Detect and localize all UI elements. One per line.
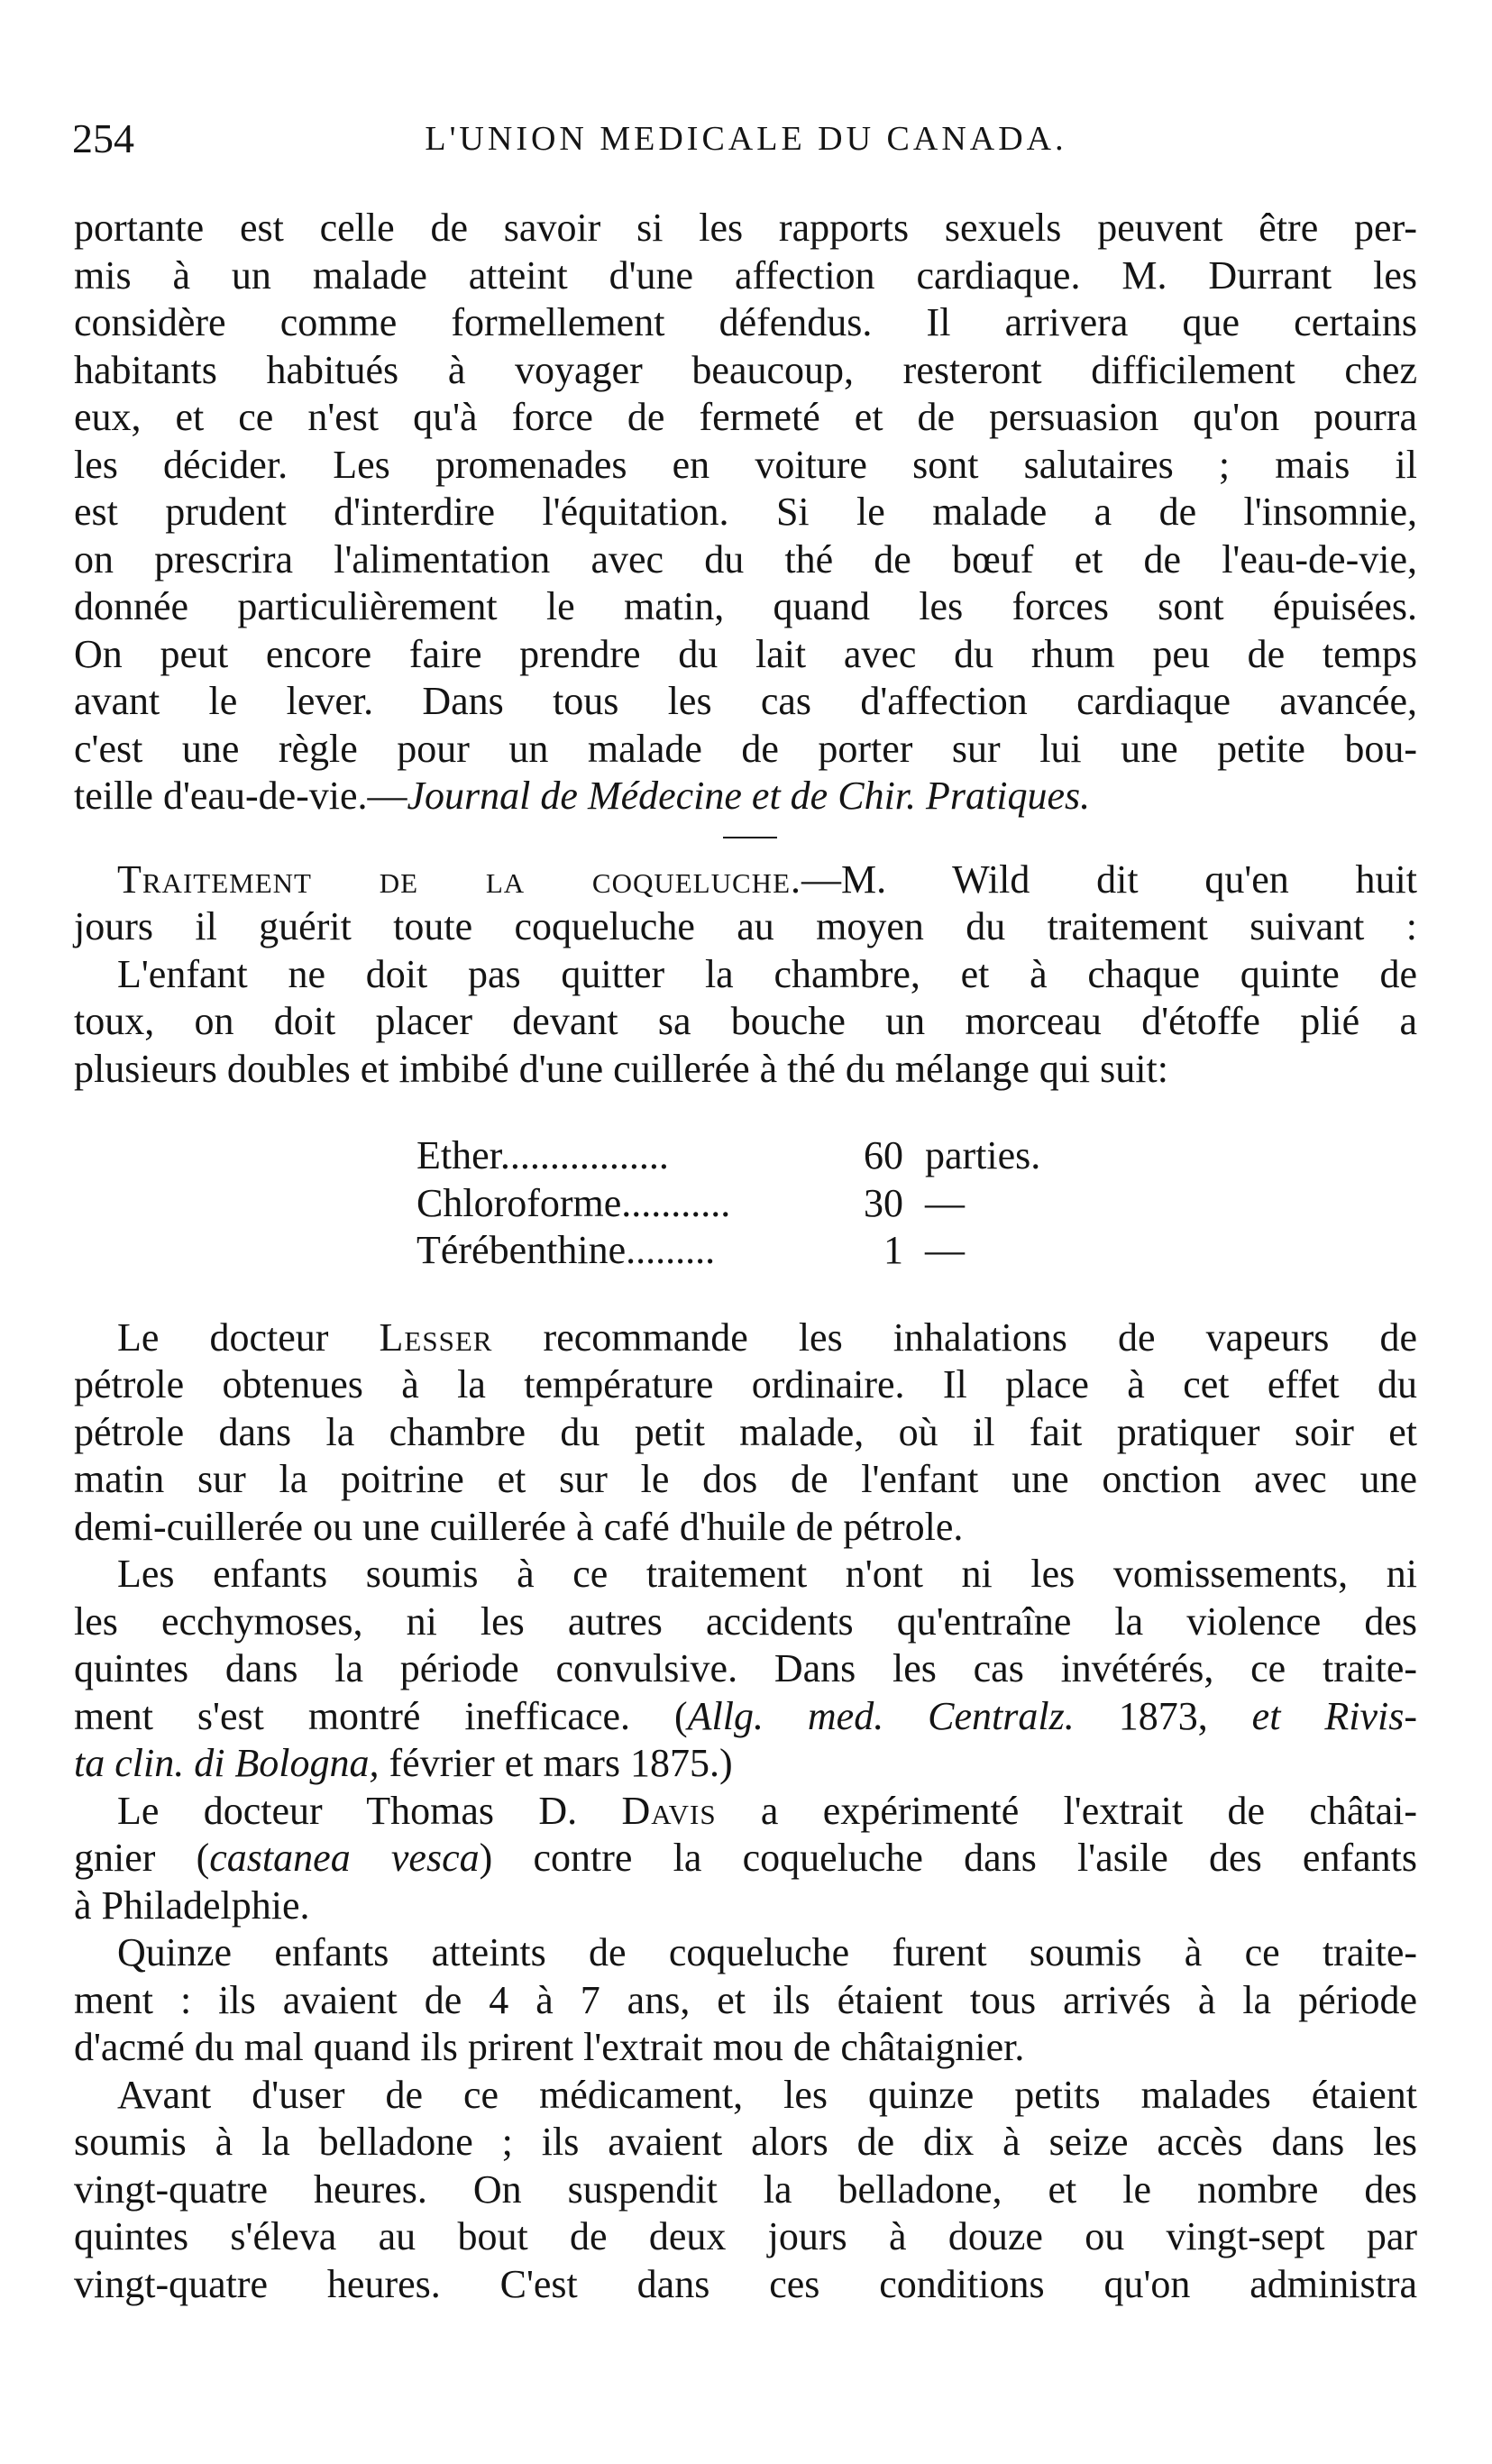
text-line: matin sur la poitrine et sur le dos de l'enfant une onction avec une bbox=[74, 1457, 1417, 1501]
text-line: Avant d'user de ce médicament, les quinze petits malades étaient bbox=[117, 2072, 1417, 2117]
section-divider bbox=[74, 820, 1417, 856]
text-line bbox=[74, 773, 1417, 820]
page-number: 254 bbox=[72, 115, 134, 161]
text-line: ment : ils avaient de 4 à 7 ans, et ils étaient tous arrivés à la période bbox=[74, 1977, 1417, 2022]
text-line bbox=[74, 1314, 1417, 1362]
text-line: jours il guérit toute coqueluche au moyen du traitement suivant : bbox=[74, 904, 1417, 948]
paragraph-belladonna bbox=[74, 2072, 1417, 2309]
paragraph-cardiac bbox=[74, 205, 1417, 820]
text-line bbox=[74, 1740, 1417, 1788]
text-line: les décider. Les promenades en voiture sont salutaires ; mais il bbox=[74, 442, 1417, 487]
text-fragment: Le docteur Thomas D. bbox=[117, 1788, 578, 1833]
ingredient-unit: parties. bbox=[925, 1133, 1041, 1177]
text-line: soumis à la belladone ; ils avaient alors de dix à seize accès dans les bbox=[74, 2120, 1417, 2164]
text-line: d'acmé du mal quand ils prirent l'extrait mou de châtaignier. bbox=[74, 2025, 1025, 2069]
text-line: à Philadelphie. bbox=[74, 1882, 310, 1928]
text-line: Les enfants soumis à ce traitement n'ont ni les vomissements, ni bbox=[117, 1552, 1417, 1596]
text-fragment: ) contre la coqueluche dans l'asile des enfants bbox=[479, 1836, 1417, 1880]
text-line: c'est une règle pour un malade de porter sur lui une petite bou- bbox=[74, 726, 1417, 771]
source-citation: et Rivis- bbox=[1251, 1693, 1418, 1738]
recipe-row bbox=[416, 1227, 1120, 1275]
text-line: avant le lever. Dans tous les cas d'affection cardiaque avancée, bbox=[74, 679, 1417, 723]
text-line: est prudent d'interdire l'équitation. Si le malade a de l'insomnie, bbox=[74, 490, 1417, 534]
text-fragment: gnier ( bbox=[74, 1836, 210, 1880]
ingredient-quantity: 60 bbox=[864, 1133, 903, 1177]
text-line: L'enfant ne doit pas quitter la chambre, et à chaque quinte de bbox=[117, 951, 1417, 996]
text-line: vingt-quatre heures. C'est dans ces conditions qu'on administra bbox=[74, 2261, 1417, 2306]
text-line: pétrole obtenues à la température ordinaire. Il place à cet effet du bbox=[74, 1362, 1417, 1406]
text-line: demi-cuillerée ou une cuillerée à café d'huile de pétrole. bbox=[74, 1504, 964, 1549]
section-title: Traitement de la coqueluche. bbox=[117, 856, 802, 902]
ingredient-name: Ether................. bbox=[416, 1133, 669, 1177]
author-name: Lesser bbox=[379, 1314, 493, 1360]
divider-rule bbox=[723, 837, 777, 838]
text-line: quintes dans la période convulsive. Dans les cas invétérés, ce traite- bbox=[74, 1646, 1417, 1690]
text-fragment: Le docteur bbox=[117, 1314, 329, 1360]
paragraph-lesser bbox=[74, 1314, 1417, 1552]
text-line: habitants habitués à voyager beaucoup, resteront difficilement chez bbox=[74, 347, 1417, 392]
text-line: eux, et ce n'est qu'à force de fermeté et de persuasion qu'on pourra bbox=[74, 395, 1417, 439]
text-line: pétrole dans la chambre du petit malade, où il fait pratiquer soir et bbox=[74, 1409, 1417, 1454]
ingredient-name: Térébenthine......... bbox=[416, 1228, 716, 1272]
text-fragment: teille d'eau-de-vie.— bbox=[74, 774, 407, 818]
recipe-row bbox=[416, 1132, 1120, 1180]
text-fragment: 1873, bbox=[1074, 1693, 1252, 1738]
text-line: plusieurs doubles et imbibé d'une cuillerée à thé du mélange qui suit: bbox=[74, 1046, 1168, 1091]
author-name: Davis bbox=[621, 1788, 717, 1833]
source-citation: Allg. med. Centralz. bbox=[687, 1693, 1075, 1738]
recipe-row bbox=[416, 1180, 1120, 1228]
page-header bbox=[72, 115, 1420, 162]
running-title: L'UNION MEDICALE DU CANADA. bbox=[425, 120, 1067, 158]
paragraph-results bbox=[74, 1551, 1417, 1788]
text-fragment: —M. Wild dit qu'en huit bbox=[801, 856, 1417, 902]
spacer bbox=[74, 1275, 1417, 1314]
text-line bbox=[74, 1788, 1417, 1836]
text-line: donnée particulièrement le matin, quand les forces sont épuisées. bbox=[74, 584, 1417, 628]
source-citation: Journal de Médecine et de Chir. Pratiques. bbox=[407, 774, 1091, 818]
ingredient-quantity: 1 bbox=[883, 1228, 903, 1272]
section-whooping-cough bbox=[74, 856, 1417, 1094]
text-line bbox=[74, 856, 1417, 904]
text-fragment: recommande les inhalations de vapeurs de bbox=[492, 1314, 1418, 1360]
latin-name: castanea vesca bbox=[209, 1836, 480, 1880]
text-fragment: février et mars 1875.) bbox=[379, 1741, 733, 1785]
text-line: mis à un malade atteint d'une affection cardiaque. M. Durrant les bbox=[74, 252, 1417, 298]
text-line: les ecchymoses, ni les autres accidents qu'entraîne la violence des bbox=[74, 1598, 1417, 1644]
paragraph-fifteen-children bbox=[74, 1929, 1417, 2072]
source-citation: ta clin. di Bologna, bbox=[74, 1741, 380, 1785]
text-line bbox=[74, 1693, 1417, 1741]
text-line: considère comme formellement défendus. Il arrivera que certains bbox=[74, 300, 1417, 344]
text-fragment: a expérimenté l'extrait de châtai- bbox=[716, 1788, 1418, 1833]
spacer bbox=[74, 1093, 1417, 1132]
text-fragment: ment s'est montré inefficace. ( bbox=[74, 1693, 688, 1738]
text-line: on prescrira l'alimentation avec du thé de bœuf et de l'eau-de-vie, bbox=[74, 536, 1417, 582]
recipe-table bbox=[416, 1132, 1120, 1275]
paragraph-davis bbox=[74, 1788, 1417, 1930]
text-line: On peut encore faire prendre du lait avec du rhum peu de temps bbox=[74, 631, 1417, 676]
text-line: quintes s'éleva au bout de deux jours à douze ou vingt-sept par bbox=[74, 2214, 1417, 2258]
text-line: toux, on doit placer devant sa bouche un morceau d'étoffe plié a bbox=[74, 999, 1417, 1043]
ingredient-quantity: 30 bbox=[864, 1180, 903, 1225]
ingredient-name: Chloroforme........... bbox=[416, 1180, 731, 1225]
text-line bbox=[74, 1835, 1417, 1882]
ingredient-unit: — bbox=[925, 1180, 965, 1225]
page-body bbox=[74, 205, 1417, 2308]
text-line: portante est celle de savoir si les rapports sexuels peuvent être per- bbox=[74, 206, 1417, 250]
text-line: vingt-quatre heures. On suspendit la belladone, et le nombre des bbox=[74, 2166, 1417, 2212]
text-line: Quinze enfants atteints de coqueluche furent soumis à ce traite- bbox=[117, 1930, 1417, 1974]
ingredient-unit: — bbox=[925, 1228, 965, 1272]
